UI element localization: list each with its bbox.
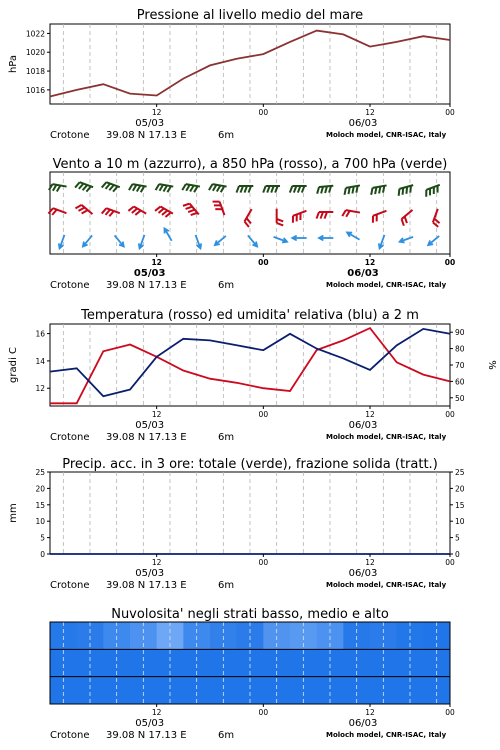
clouds-title: Nuvolosita' negli strati basso, medio e alto	[111, 607, 389, 622]
footer-location: Crotone	[50, 432, 90, 443]
y-tick-label: 16	[35, 329, 45, 339]
y-tick-label: 5	[40, 533, 45, 543]
footer-coords: 39.08 N 17.13 E	[106, 130, 187, 141]
footer-elevation: 6m	[218, 580, 235, 591]
y-tick-label: 25	[35, 468, 45, 477]
footer-location: Crotone	[50, 130, 90, 141]
x-tick-label: 12	[151, 558, 162, 567]
temp-ylabel: gradi C	[8, 347, 19, 383]
wind-barb-flag	[383, 186, 384, 193]
x-tick-label: 12	[365, 558, 375, 567]
y2-tick-label: 70	[455, 361, 465, 370]
x-tick-label: 00	[445, 410, 455, 419]
plot-frame	[50, 24, 450, 104]
footer-coords: 39.08 N 17.13 E	[106, 432, 187, 443]
x-tick-label: 12	[365, 108, 375, 117]
footer-model: Moloch model, CNR-ISAC, Italy	[326, 433, 447, 441]
wind-panel	[48, 172, 450, 254]
x-tick-label: 00	[258, 108, 269, 117]
date-label: 06/03	[348, 420, 378, 431]
humidity-ylabel: %	[486, 360, 497, 370]
precip-ylabel: mm	[8, 503, 19, 523]
y2-tick-label: 10	[455, 517, 465, 527]
pressure-panel	[26, 24, 450, 104]
x-tick-label: 00	[445, 558, 455, 567]
y2-tick-label: 90	[455, 328, 465, 338]
footer-elevation: 6m	[218, 130, 235, 141]
x-tick-label: 12	[364, 258, 376, 267]
wind-barb-flag	[356, 186, 357, 193]
date-label: 06/03	[348, 568, 378, 579]
footer-location: Crotone	[50, 730, 90, 741]
date-label: 05/03	[135, 118, 165, 129]
y-tick-label: 10	[35, 517, 45, 527]
date-label: 05/03	[135, 718, 165, 729]
time-axis	[50, 104, 455, 141]
footer-model: Moloch model, CNR-ISAC, Italy	[326, 581, 447, 589]
footer-model: Moloch model, CNR-ISAC, Italy	[326, 131, 447, 139]
footer-location: Crotone	[50, 280, 90, 291]
x-tick-label: 12	[365, 410, 375, 419]
pressure-ylabel: hPa	[8, 54, 19, 74]
x-tick-label: 00	[445, 708, 455, 717]
wind-barb-flag	[403, 188, 404, 195]
y2-tick-label: 60	[455, 377, 465, 387]
y2-tick-label: 80	[455, 344, 465, 354]
plot-frame	[50, 472, 450, 554]
y-tick-label: 1020	[25, 48, 45, 58]
date-label: 05/03	[135, 568, 165, 579]
temp-title: Temperatura (rosso) ed umidita' relativa (blu) a 2 m	[81, 308, 419, 323]
x-tick-label: 12	[151, 258, 162, 267]
date-label: 05/03	[135, 420, 165, 431]
clouds-panel	[50, 622, 451, 704]
y2-tick-label: 15	[455, 500, 465, 510]
x-tick-label: 12	[151, 708, 162, 717]
y-tick-label: 15	[35, 500, 45, 510]
y-tick-label: 0	[40, 550, 45, 559]
footer-location: Crotone	[50, 580, 90, 591]
y-tick-label: 20	[35, 484, 45, 494]
y-tick-label: 1016	[25, 85, 45, 95]
date-label: 06/03	[347, 268, 379, 279]
time-axis	[50, 254, 455, 291]
time-axis	[50, 704, 455, 741]
temp-panel	[35, 324, 464, 406]
footer-elevation: 6m	[218, 730, 235, 741]
y2-tick-label: 50	[455, 393, 465, 403]
footer-elevation: 6m	[218, 432, 235, 443]
date-label: 05/03	[133, 268, 166, 279]
x-tick-label: 12	[365, 708, 375, 717]
x-tick-label: 12	[151, 108, 162, 117]
y-tick-label: 1022	[25, 29, 45, 39]
footer-model: Moloch model, CNR-ISAC, Italy	[326, 281, 447, 289]
y2-tick-label: 25	[455, 468, 465, 477]
footer-coords: 39.08 N 17.13 E	[106, 280, 187, 291]
wind-barb-flag	[371, 188, 372, 195]
wind-barb-flag	[375, 187, 376, 194]
date-label: 06/03	[348, 718, 378, 729]
time-axis	[50, 406, 455, 443]
precip-panel	[35, 468, 464, 559]
x-tick-label: 00	[258, 410, 269, 419]
y-tick-label: 1018	[25, 67, 45, 77]
x-tick-label: 00	[444, 258, 456, 267]
x-tick-label: 00	[445, 108, 455, 117]
footer-elevation: 6m	[218, 280, 235, 291]
date-label: 06/03	[348, 118, 378, 129]
x-tick-label: 00	[258, 258, 269, 267]
pressure-title: Pressione al livello medio del mare	[136, 8, 364, 23]
y2-tick-label: 20	[455, 484, 465, 494]
wind-barb-flag	[348, 187, 349, 194]
wind-barb-flag	[345, 188, 346, 195]
wind-barb-flag	[406, 187, 407, 194]
footer-coords: 39.08 N 17.13 E	[106, 730, 187, 741]
x-tick-label: 00	[258, 708, 269, 717]
footer-model: Moloch model, CNR-ISAC, Italy	[326, 731, 447, 739]
y-tick-label: 12	[35, 384, 45, 394]
wind-barb-flag	[379, 187, 380, 194]
x-tick-label: 12	[151, 410, 162, 419]
wind-barb-flag	[410, 186, 411, 193]
precip-title: Precip. acc. in 3 ore: totale (verde), frazione solida (tratt.)	[62, 457, 438, 472]
wind-barb-flag	[352, 187, 353, 194]
y2-tick-label: 5	[455, 533, 460, 543]
y-tick-label: 14	[35, 356, 45, 366]
footer-coords: 39.08 N 17.13 E	[106, 580, 187, 591]
x-tick-label: 00	[258, 558, 269, 567]
time-axis	[50, 554, 455, 591]
wind-title: Vento a 10 m (azzurro), a 850 hPa (rosso), a 700 hPa (verde)	[52, 157, 448, 172]
wind-barb-flag	[399, 189, 400, 196]
y2-tick-label: 0	[455, 550, 460, 559]
